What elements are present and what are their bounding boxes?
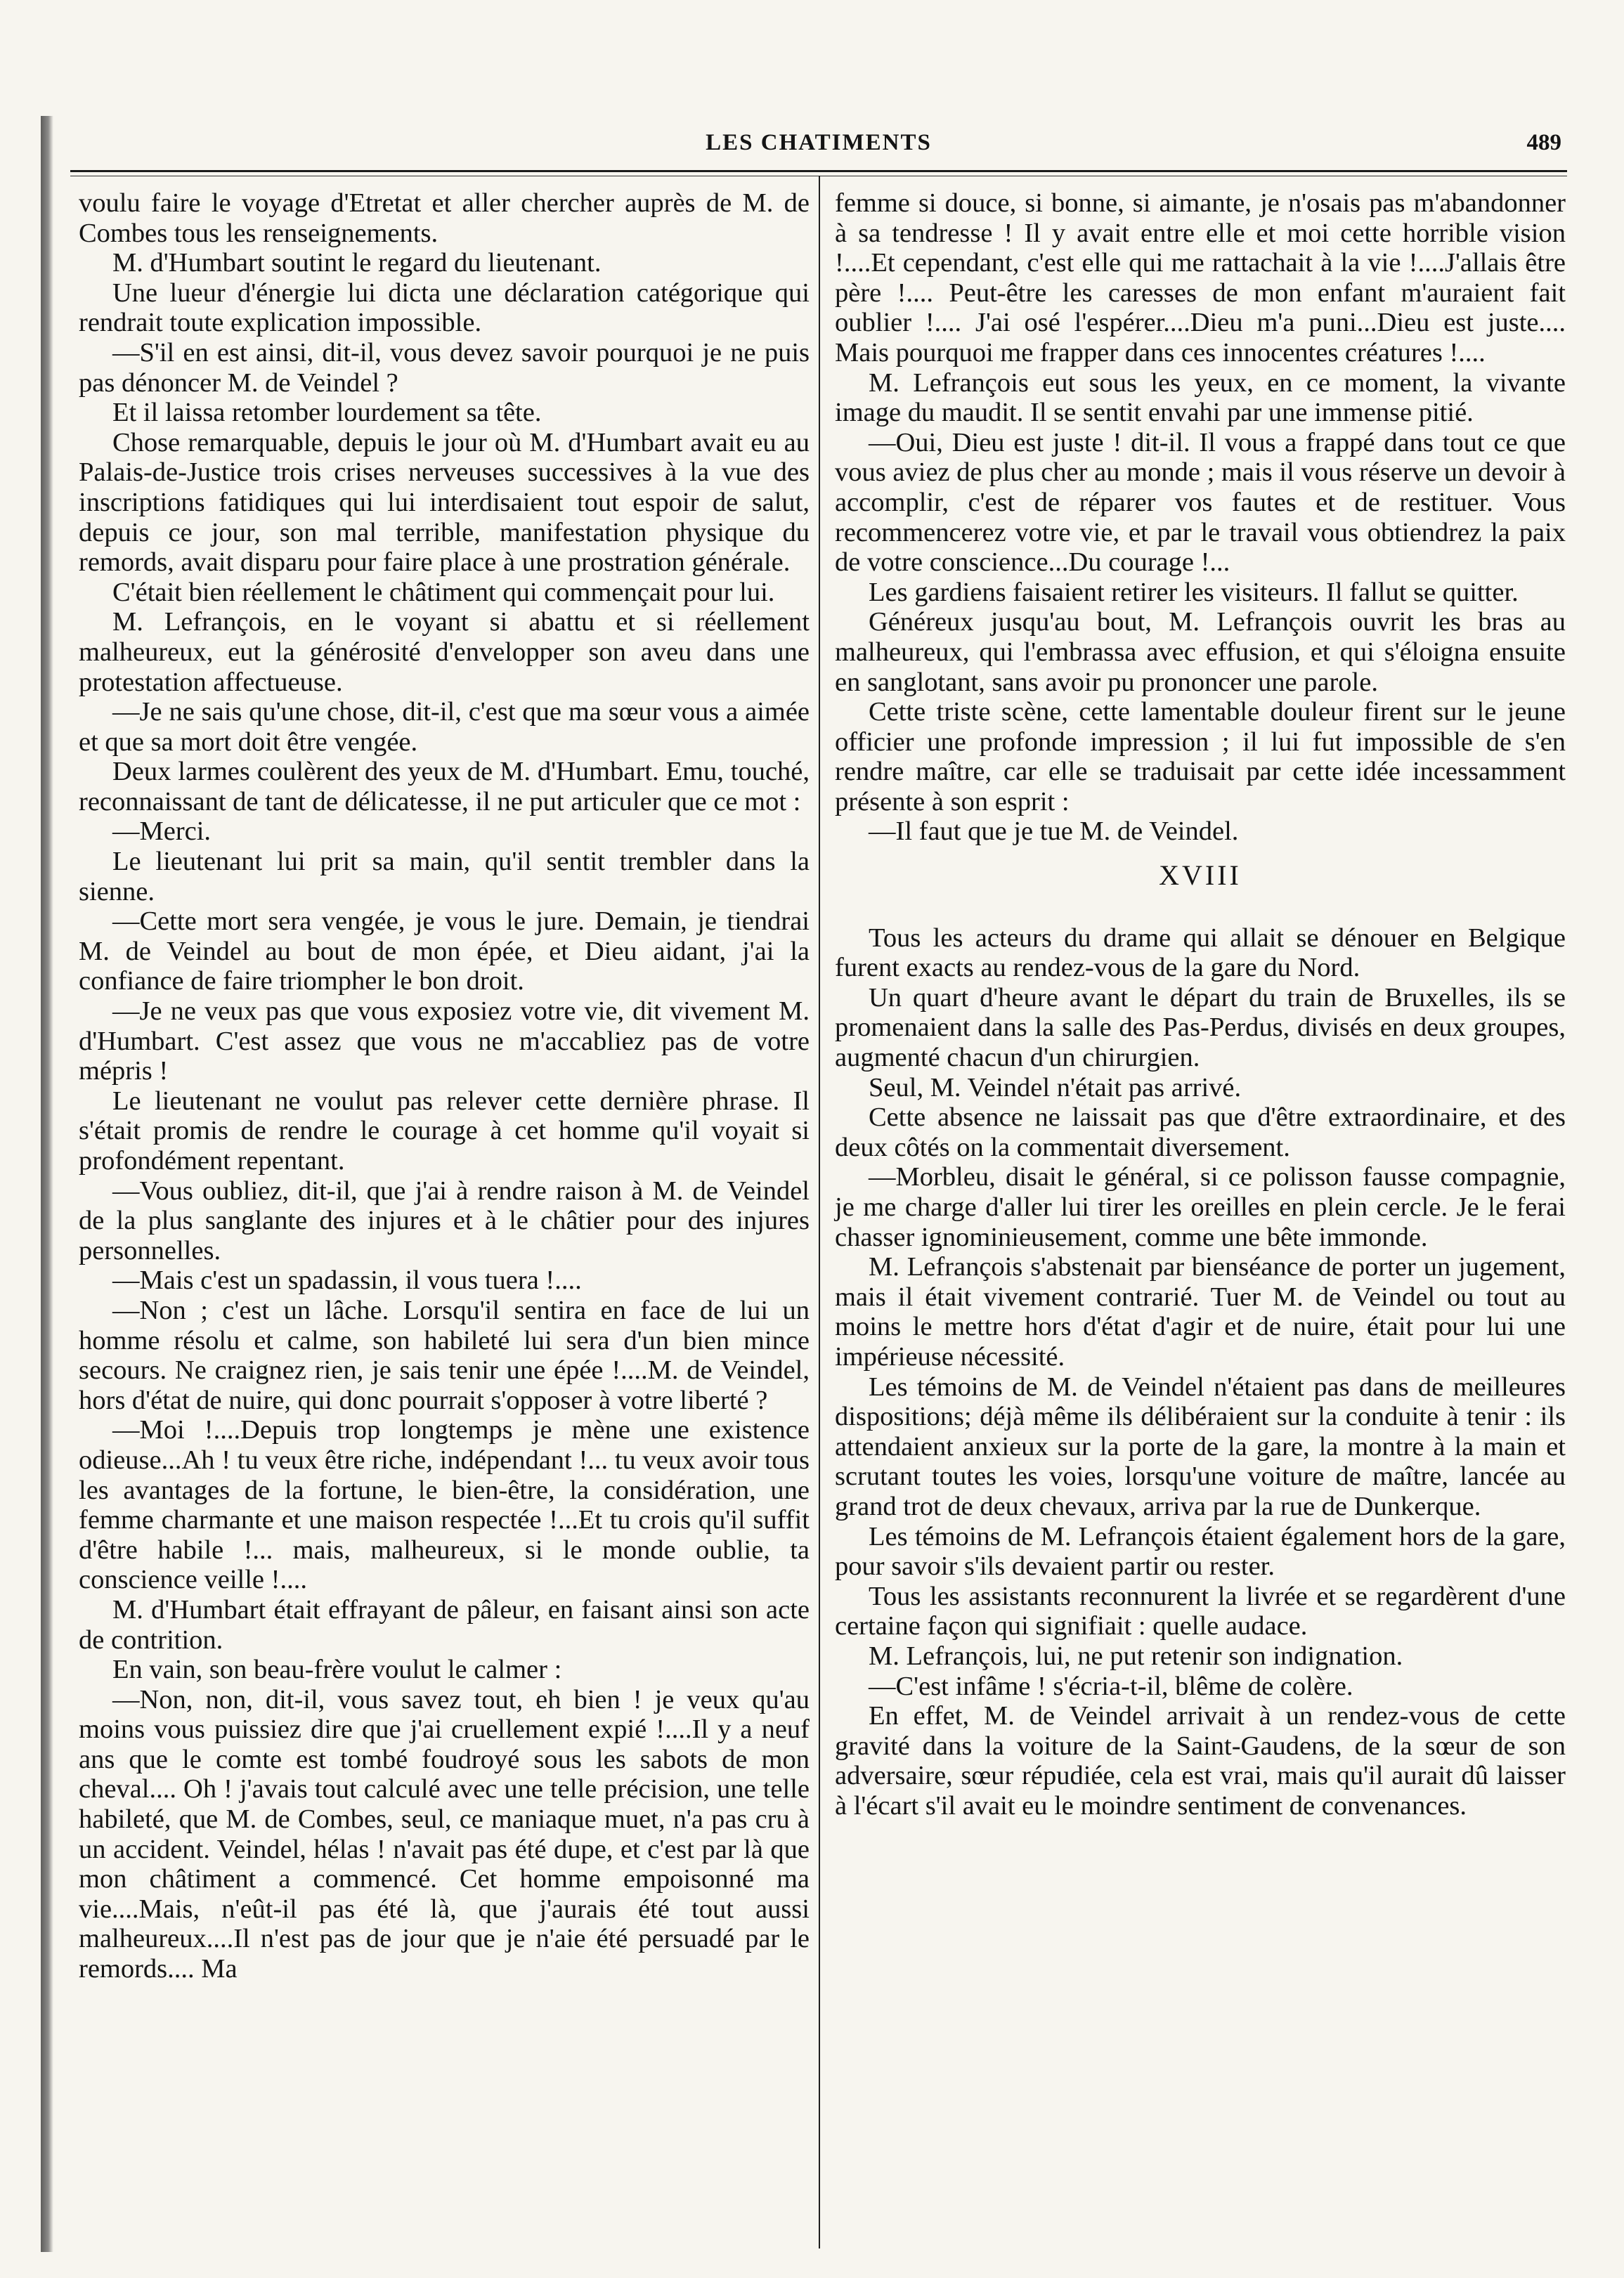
paragraph: Un quart d'heure avant le départ du train de Bruxelles, ils se promenaient dans la salle des Pas-Perdus, divisés en deux groupes, augmenté chacun d'un chirurgien. <box>835 982 1566 1073</box>
paragraph: Les témoins de M. de Veindel n'étaient pas dans de meilleures dispositions; déjà même ils délibéraient sur la conduite à tenir : ils attendaient anxieux sur la porte de la gare, la montre à la main et scrutant toutes les voies, lorsqu'une voiture de maître, lancée au grand trot de deux chevaux, arriva par la rue de Dunkerque. <box>835 1372 1566 1521</box>
paragraph: —Morbleu, disait le général, si ce polisson fausse compagnie, je me charge d'aller lui tirer les oreilles en plein cercle. Je le ferai chasser ignominieusement, comme une bête immonde. <box>835 1162 1566 1252</box>
paragraph: —Cette mort sera vengée, je vous le jure. Demain, je tiendrai M. de Veindel au bout de mon épée, et Dieu aidant, j'ai la confiance de faire triompher le bon droit. <box>79 906 810 996</box>
chapter-heading: XVIII <box>1159 859 1242 892</box>
paragraph: —Moi !....Depuis trop longtemps je mène une existence odieuse...Ah ! tu veux être riche, indépendant !... tu veux avoir tous les avantages de la fortune, le bien-être, la considération, une femme charmante et une maison respectée !...Et tu crois qu'il suffit d'être habile !... mais, malheureux, si le monde oublie, ta conscience veille !.... <box>79 1415 810 1595</box>
page-header <box>70 130 1567 164</box>
paragraph: Les témoins de M. Lefrançois étaient également hors de la gare, pour savoir s'ils devaient partir ou rester. <box>835 1521 1566 1582</box>
paragraph: —Non ; c'est un lâche. Lorsqu'il sentira en face de lui un homme résolu et calme, son habileté lui sera d'un bien mince secours. Ne craignez rien, je sais tenir une épée !....M. de Veindel, hors d'état de nuire, qui donc pourrait s'opposer à votre liberté ? <box>79 1295 810 1415</box>
right-column <box>835 188 1566 1821</box>
paragraph: —S'il en est ainsi, dit-il, vous devez savoir pourquoi je ne puis pas dénoncer M. de Veindel ? <box>79 337 810 398</box>
paragraph: Les gardiens faisaient retirer les visiteurs. Il fallut se quitter. <box>869 577 1519 607</box>
page-number: 489 <box>1526 130 1561 155</box>
paragraph: voulu faire le voyage d'Etretat et aller chercher auprès de M. de Combes tous les renseignements. <box>79 188 810 248</box>
paragraph: femme si douce, si bonne, si aimante, je n'osais pas m'abandonner à sa tendresse ! Il y avait entre elle et moi cette horrible vision !....Et cependant, c'est elle qui me rattachait à la vie !....J'allais être père !.... Peut-être les caresses de mon enfant m'auraient fait oublier !.... J'ai osé l'espérer....Dieu m'a puni...Dieu est juste.... Mais pourquoi me frapper dans ces innocentes créatures !.... <box>835 188 1566 367</box>
paragraph: M. Lefrançois s'abstenait par bienséance de porter un jugement, mais il était vivement contrarié. Tuer M. de Veindel ou tout au moins le mettre hors d'état d'agir et de nuire, était pour lui une impérieuse nécessité. <box>835 1252 1566 1372</box>
paragraph: —Je ne veux pas que vous exposiez votre vie, dit vivement M. d'Humbart. C'est assez que vous ne m'accabliez pas de votre mépris ! <box>79 996 810 1086</box>
paragraph: —Vous oubliez, dit-il, que j'ai à rendre raison à M. de Veindel de la plus sanglante des injures et à le châtier pour des injures personnelles. <box>79 1176 810 1265</box>
paragraph: Et il laissa retomber lourdement sa tête. <box>112 398 542 428</box>
paragraph: M. Lefrançois, lui, ne put retenir son indignation. <box>869 1641 1403 1671</box>
paragraph: Seul, M. Veindel n'était pas arrivé. <box>869 1072 1242 1102</box>
paragraph: Le lieutenant lui prit sa main, qu'il sentit trembler dans la sienne. <box>79 847 810 906</box>
column-divider <box>819 176 820 2248</box>
paragraph: Une lueur d'énergie lui dicta une déclaration catégorique qui rendrait toute explication impossible. <box>79 278 810 338</box>
paragraph: Généreux jusqu'au bout, M. Lefrançois ouvrit les bras au malheureux, qui l'embrassa avec effusion, et qui s'éloigna ensuite en sanglotant, sans avoir pu prononcer une parole. <box>835 607 1566 697</box>
paragraph: C'était bien réellement le châtiment qui commençait pour lui. <box>112 577 775 607</box>
paragraph: —Mais c'est un spadassin, il vous tuera !.... <box>112 1265 582 1296</box>
paragraph: M. d'Humbart était effrayant de pâleur, en faisant ainsi son acte de contrition. <box>79 1594 810 1655</box>
paragraph: Le lieutenant ne voulut pas relever cette dernière phrase. Il s'était promis de rendre le courage à cet homme qu'il voyait si profondément repentant. <box>79 1086 810 1176</box>
paragraph: En vain, son beau-frère voulut le calmer : <box>112 1655 562 1685</box>
paragraph: Tous les acteurs du drame qui allait se dénouer en Belgique furent exacts au rendez-vous de la gare du Nord. <box>835 923 1566 983</box>
running-title: LES CHATIMENTS <box>706 130 932 155</box>
paragraph: M. Lefrançois eut sous les yeux, en ce moment, la vivante image du maudit. Il se sentit envahi par une immense pitié. <box>835 367 1566 428</box>
paragraph: —Je ne sais qu'une chose, dit-il, c'est que ma sœur vous a aimée et que sa mort doit être vengée. <box>79 697 810 757</box>
paragraph: —C'est infâme ! s'écria-t-il, blême de colère. <box>869 1671 1353 1701</box>
paragraph: —Merci. <box>112 816 212 847</box>
paragraph: En effet, M. de Veindel arrivait à un rendez-vous de cette gravité dans la voiture de la Saint-Gaudens, de la sœur de son adversaire, sœur répudiée, cela est vrai, mais qu'il aurait dû laisser à l'écart s'il avait eu le moindre sentiment de convenances. <box>835 1701 1566 1821</box>
paragraph: —Il faut que je tue M. de Veindel. <box>869 816 1239 847</box>
paragraph: Chose remarquable, depuis le jour où M. d'Humbart avait eu au Palais-de-Justice trois crises nerveuses successives à la vue des inscriptions fatidiques qui lui interdisaient tout espoir de salut, depuis ce jour, son mal terrible, manifestation physique du remords, avait disparu pour faire place à une prostration générale. <box>79 427 810 578</box>
paragraph: —Non, non, dit-il, vous savez tout, eh bien ! je veux qu'au moins vous puissiez dire que j'ai cruellement expié !....Il y a neuf ans que le comte est tombé foudroyé sous les sabots de mon cheval.... Oh ! j'avais tout calculé avec une telle précision, une telle habileté, que M. de Combes, seul, ce maniaque muet, n'a pas cru à un accident. Veindel, hélas ! n'avait pas été dupe, et c'est par là que mon châtiment a commencé. Cet homme empoisonné ma vie....Mais, n'eût-il pas été là, que j'aurais été tout aussi malheureux....Il n'est pas de jour que je n'aie été persuadé par le remords.... Ma <box>79 1684 810 1984</box>
left-column <box>79 188 810 1984</box>
page-binding-edge <box>41 116 53 2252</box>
paragraph: M. Lefrançois, en le voyant si abattu et si réellement malheureux, eut la générosité d'envelopper son aveu dans une protestation affectueuse. <box>79 607 810 697</box>
paragraph: Deux larmes coulèrent des yeux de M. d'Humbart. Emu, touché, reconnaissant de tant de délicatesse, il ne put articuler que ce mot : <box>79 757 810 816</box>
paragraph: Cette triste scène, cette lamentable douleur firent sur le jeune officier une profonde impression ; il lui fut impossible de s'en rendre maître, car elle se traduisait par cette idée incessamment présente à son esprit : <box>835 697 1566 816</box>
paragraph: —Oui, Dieu est juste ! dit-il. Il vous a frappé dans tout ce que vous aviez de plus cher au monde ; mais il vous réserve un devoir à accomplir, c'est de réparer vos fautes et de restituer. Vous recommencerez votre vie, et par le travail vous obtiendrez la paix de votre conscience...Du courage !... <box>835 427 1566 578</box>
header-rule <box>70 170 1567 172</box>
paragraph: Tous les assistants reconnurent la livrée et se regardèrent d'une certaine façon qui signifiait : quelle audace. <box>835 1581 1566 1641</box>
paragraph: Cette absence ne laissait pas que d'être extraordinaire, et des deux côtés on la commentait diversement. <box>835 1102 1566 1162</box>
paragraph: M. d'Humbart soutint le regard du lieutenant. <box>112 248 602 278</box>
